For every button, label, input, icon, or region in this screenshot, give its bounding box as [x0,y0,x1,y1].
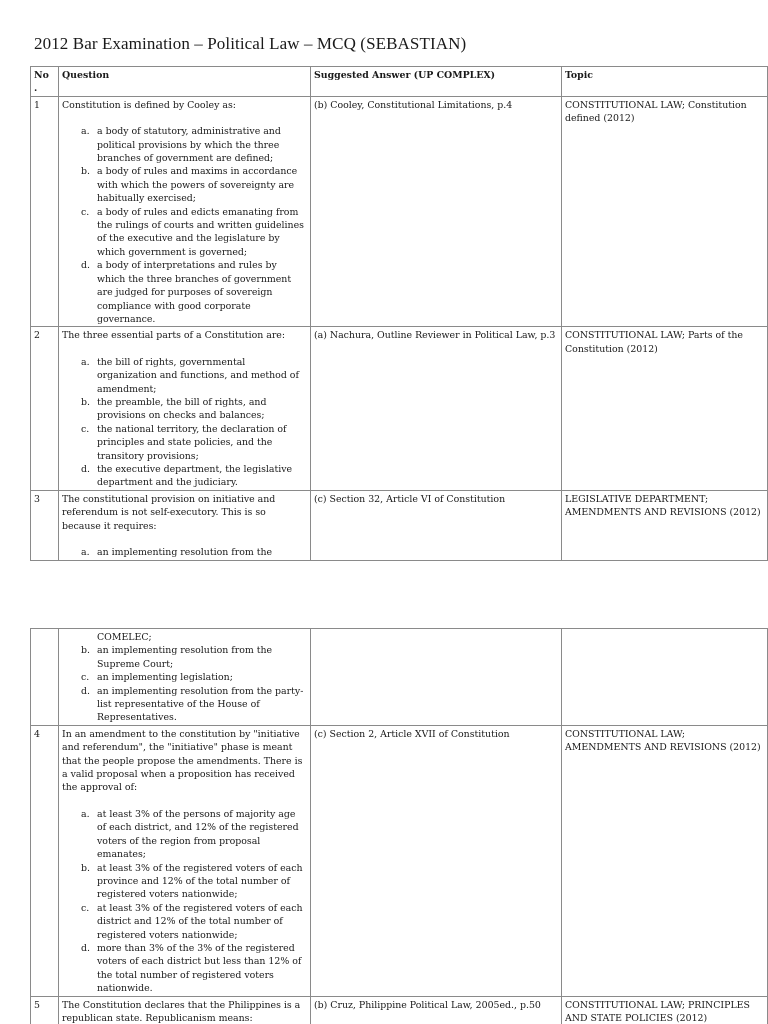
option-list [62,546,307,559]
option-list [62,125,307,326]
suggested-answer: (c) Section 32, Article VI of Constitution [311,490,562,560]
table-row [31,725,768,996]
option-text: an implementing resolution from the Supreme Court; [97,645,273,670]
option-text: at least 3% of the persons of majority age of each district, and 12% of the registered voters of the region from proposal emanates; [97,808,299,861]
header-answer: Suggested Answer (UP COMPLEX) [311,67,562,97]
topic-cell [562,629,768,726]
question-text: In an amendment to the constitution by "initiative and referendum", the "initiative" phase is meant that the people propose the amendments. There is a valid proposal when a proposition has received the approval of: [62,728,303,794]
option-letter: d. [81,685,90,697]
topic-cell: CONSTITUTIONAL LAW; PRINCIPLES AND STATE POLICIES (2012) [562,996,768,1024]
option-text: the executive department, the legislative department and the judiciary. [97,463,293,489]
topic-cell: CONSTITUTIONAL LAW; Constitution defined (2012) [562,96,768,327]
option-letter: b. [81,166,90,178]
option-letter: a. [81,547,90,558]
option-item [62,942,307,996]
option-list [62,356,307,490]
table-row [31,629,768,726]
question-cell [59,996,311,1024]
option-item [62,259,307,326]
question-number: 2 [31,327,59,490]
option-item [62,644,307,671]
table-row [31,327,768,490]
suggested-answer: (b) Cruz, Philippine Political Law, 2005ed., p.50 [311,996,562,1024]
header-question: Question [59,67,311,97]
suggested-answer: (b) Cooley, Constitutional Limitations, p.4 [311,96,562,327]
option-letter: a. [81,808,90,820]
option-letter: b. [81,645,90,657]
option-letter: c. [81,423,90,435]
question-number: 4 [31,725,59,996]
question-number [31,629,59,726]
option-letter: b. [81,396,90,408]
option-item [62,902,307,942]
option-text: at least 3% of the registered voters of each province and 12% of the total number of registered voters nationwide; [97,862,303,901]
topic-cell: CONSTITUTIONAL LAW; Parts of the Constitution (2012) [562,327,768,490]
topic-cell: LEGISLATIVE DEPARTMENT; AMENDMENTS AND REVISIONS (2012) [562,490,768,560]
option-item [62,396,307,423]
question-table-page-2 [30,628,768,1024]
question-text: Constitution is defined by Cooley as: [62,99,236,111]
option-letter: d. [81,463,90,475]
table-header-row [31,67,768,97]
option-text: the national territory, the declaration of principles and state policies, and the transitory provisions; [97,423,287,462]
option-letter: b. [81,862,90,874]
option-letter: c. [81,206,90,218]
question-table-page-1 [30,66,768,561]
header-topic: Topic [562,67,768,97]
option-item [62,463,307,490]
option-text: the bill of rights, governmental organization and functions, and method of amendment; [97,356,299,395]
question-cell [59,490,311,560]
option-item [62,423,307,463]
option-letter: d. [81,942,90,954]
header-no: No . [31,67,59,97]
option-item [62,671,307,684]
option-letter: c. [81,902,90,914]
option-item [62,808,307,862]
option-letter: d. [81,260,90,272]
question-number: 1 [31,96,59,327]
option-item [62,165,307,205]
question-number: 5 [31,996,59,1024]
question-text: The three essential parts of a Constitution are: [62,330,286,342]
option-item-continued [62,631,307,644]
table-row [31,490,768,560]
option-list [62,808,307,996]
option-text: an implementing resolution from the [97,547,273,558]
option-letter: c. [81,672,90,684]
question-number: 3 [31,490,59,560]
option-letter: a. [81,356,90,368]
option-text: an implementing resolution from the party-list representative of the House of Representatives. [97,685,304,724]
table-row [31,96,768,327]
option-text: COMELEC; [97,632,152,643]
option-item [62,206,307,260]
option-text: a body of rules and edicts emanating from the rulings of courts and written guidelines of the executive and the legislature by which government is governed; [97,206,304,258]
option-item [62,862,307,902]
question-cell [59,725,311,996]
option-text: a body of interpretations and rules by which the three branches of government are judged for purposes of sovereign compliance with good corporate governance. [97,260,292,325]
option-text: more than 3% of the 3% of the registered voters of each district but less than 12% of the total number of registered voters nationwide. [97,942,302,995]
option-text: the preamble, the bill of rights, and provisions on checks and balances; [97,396,267,422]
option-item [62,546,307,559]
option-letter: a. [81,126,90,138]
question-cell [59,96,311,327]
topic-cell: CONSTITUTIONAL LAW; AMENDMENTS AND REVISIONS (2012) [562,725,768,996]
option-item [62,125,307,165]
option-text: at least 3% of the registered voters of each district and 12% of the total number of registered voters nationwide; [97,902,303,941]
question-cell [59,629,311,726]
option-text: a body of statutory, administrative and political provisions by which the three branches of government are defined; [97,126,281,165]
question-text: The Constitution declares that the Philippines is a republican state. Republicanism means: [62,999,301,1024]
option-text: a body of rules and maxims in accordance with which the powers of sovereignty are habitually exercised; [97,166,298,205]
suggested-answer: (a) Nachura, Outline Reviewer in Political Law, p.3 [311,327,562,490]
question-cell [59,327,311,490]
table-row [31,996,768,1024]
suggested-answer: (c) Section 2, Article XVII of Constitution [311,725,562,996]
question-text: The constitutional provision on initiative and referendum is not self-executory. This is so because it requires: [62,493,276,532]
option-text: an implementing legislation; [97,672,233,684]
option-item [62,685,307,725]
document-title: 2012 Bar Examination – Political Law – MCQ (SEBASTIAN) [34,34,467,53]
suggested-answer [311,629,562,726]
option-list [62,631,307,725]
option-item [62,356,307,396]
